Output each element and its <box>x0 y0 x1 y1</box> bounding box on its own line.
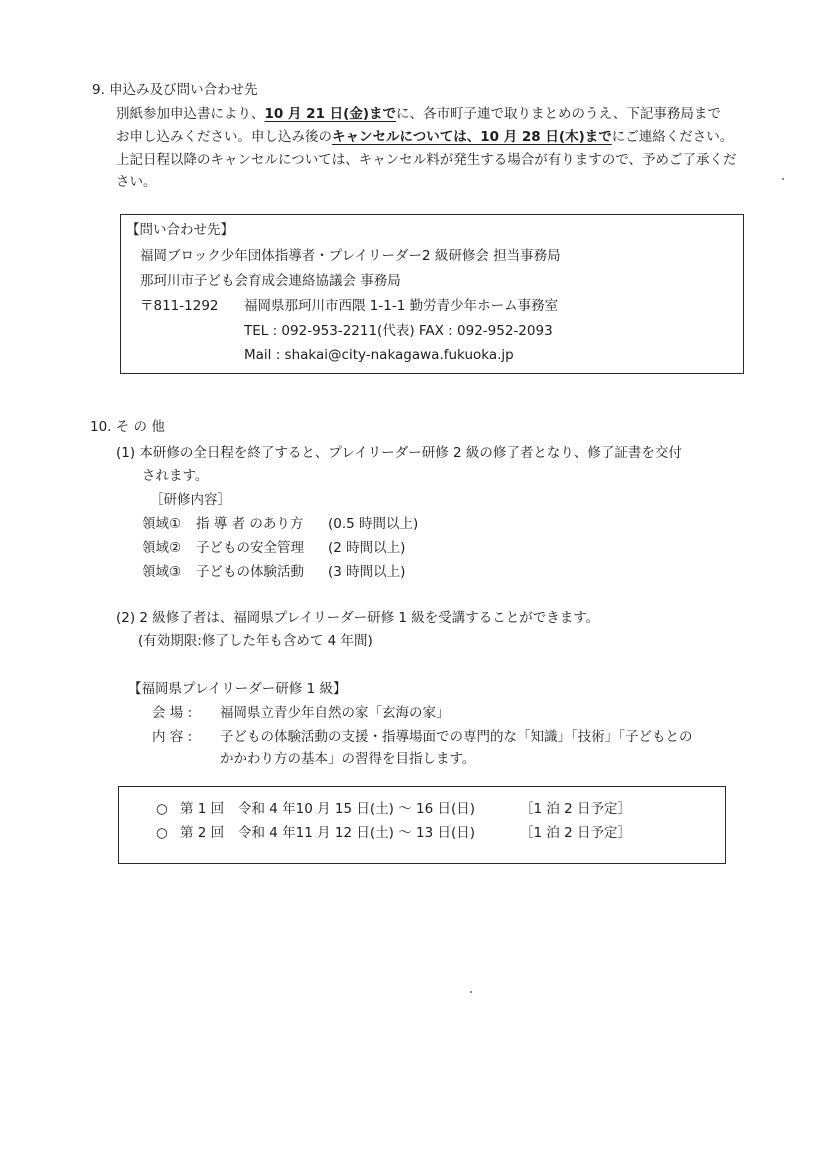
application-deadline: 10 月 21 日(金)まで <box>264 106 397 122</box>
schedule-note: ［1 泊 2 日予定］ <box>520 825 632 841</box>
schedule-marker: ○ <box>156 801 168 817</box>
item1-line1: (1) 本研修の全日程を終了すると、プレイリーダー研修 2 級の修了者となり、修了証書を交付 <box>116 445 682 461</box>
section9-line2-a: お申し込みください。申し込み後の <box>116 129 332 145</box>
level1-title: 【福岡県プレイリーダー研修 1 級】 <box>128 681 347 697</box>
schedule-round: 第 1 回 <box>180 801 225 817</box>
venue-value: 福岡県立青少年自然の家「玄海の家」 <box>220 705 450 721</box>
domain-hours: (2 時間以上) <box>328 540 406 556</box>
section9-line1-b: に、各市町子連で取りまとめのうえ、下記事務局まで <box>396 106 721 122</box>
contact-org1: 福岡ブロック少年団体指導者・プレイリーダー2 級研修会 担当事務局 <box>140 248 561 264</box>
contact-title: 【問い合わせ先】 <box>126 222 234 238</box>
training-content-title: ［研修内容］ <box>150 492 231 508</box>
domain-name: 子どもの安全管理 <box>196 540 304 556</box>
content-value-line1: 子どもの体験活動の支援・指導場面での専門的な「知識」「技術」「子どもとの <box>220 729 693 745</box>
section9-heading: 9. 申込み及び問い合わせ先 <box>92 82 258 98</box>
contact-tel-fax: TEL : 092-953-2211(代表) FAX : 092-952-2093 <box>244 323 553 339</box>
domain-name: 指 導 者 のあり方 <box>196 516 304 532</box>
section9-line4: さい。 <box>116 174 157 190</box>
section9-line1 <box>116 104 721 124</box>
domain-label: 領域① <box>142 516 182 532</box>
section9-line2-b: にご連絡ください。 <box>611 129 734 145</box>
schedule-marker: ○ <box>156 825 168 841</box>
schedule-note: ［1 泊 2 日予定］ <box>520 801 632 817</box>
domain-label: 領域② <box>142 540 182 556</box>
domain-hours: (3 時間以上) <box>328 564 406 580</box>
item2-line1: (2) 2 級修了者は、福岡県プレイリーダー研修 1 級を受講することができます。 <box>116 610 600 626</box>
contact-postal: 〒811-1292 <box>140 298 219 314</box>
cancel-deadline: キャンセルについては、10 月 28 日(木)まで <box>332 129 612 145</box>
section9-line3: 上記日程以降のキャンセルについては、キャンセル料が発生する場合が有りますので、予めご了承くだ <box>116 152 737 168</box>
scan-speck <box>782 178 784 180</box>
domain-label: 領域③ <box>142 564 182 580</box>
section9-line2 <box>116 127 733 147</box>
contact-mail: Mail : shakai@city-nakagawa.fukuoka.jp <box>244 347 514 363</box>
schedule-dates: 令和 4 年11 月 12 日(土) ～ 13 日(日) <box>238 825 476 841</box>
item2-line2: (有効期限:修了した年も含めて 4 年間) <box>138 633 373 649</box>
scan-speck <box>470 991 472 993</box>
schedule-dates: 令和 4 年10 月 15 日(土) ～ 16 日(日) <box>238 801 476 817</box>
content-label: 内 容 : <box>152 729 193 745</box>
section10-heading: 10. そ の 他 <box>90 419 165 435</box>
contact-address: 福岡県那珂川市西隈 1-1-1 勤労青少年ホーム事務室 <box>244 298 559 314</box>
section9-line1-a: 別紙参加申込書により、 <box>116 106 265 122</box>
domain-name: 子どもの体験活動 <box>196 564 304 580</box>
venue-label: 会 場 : <box>152 705 193 721</box>
schedule-round: 第 2 回 <box>180 825 225 841</box>
item1-line2: されます。 <box>142 468 209 484</box>
contact-org2: 那珂川市子ども会育成会連絡協議会 事務局 <box>140 273 401 289</box>
domain-hours: (0.5 時間以上) <box>328 516 419 532</box>
content-value-line2: かかわり方の基本」の習得を目指します。 <box>220 751 476 767</box>
